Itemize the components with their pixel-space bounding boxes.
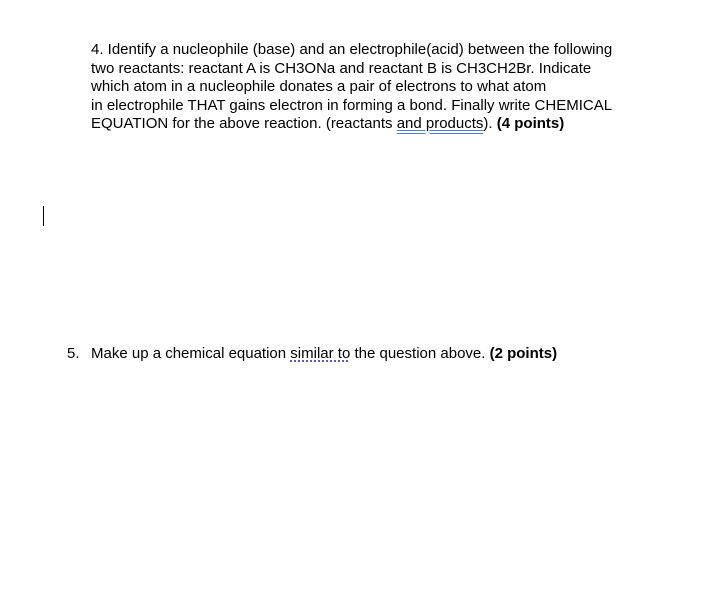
question-5-number: 5. (67, 345, 80, 362)
question-4-line-5 (91, 115, 701, 134)
question-4-line-1: 4. Identify a nucleophile (base) and an electrophile(acid) between the following (91, 41, 613, 58)
grammar-flag-and-products[interactable]: and products (396, 115, 484, 132)
question-4-line-3: which atom in a nucleophile donates a pair of electrons to what atom (91, 78, 547, 95)
question-4-line-5-end: ). (483, 115, 497, 132)
question-4 (91, 41, 701, 134)
question-4-points: (4 points) (496, 115, 565, 132)
question-4-line-4: in electrophile THAT gains electron in forming a bond. Finally write CHEMICAL (91, 96, 613, 114)
question-4-line-2: two reactants: reactant A is CH3ONa and reactant B is CH3CH2Br. Indicate (91, 59, 592, 77)
question-5-text-start: Make up a chemical equation (91, 345, 291, 362)
question-4-line-5-start: EQUATION for the above reaction. (reactants (91, 115, 397, 132)
grammar-flag-similar-to[interactable]: similar to (290, 345, 351, 362)
text-cursor (43, 206, 44, 226)
question-5-text-end: the question above. (350, 345, 490, 362)
question-5 (67, 345, 557, 364)
question-5-points: (2 points) (489, 345, 558, 362)
